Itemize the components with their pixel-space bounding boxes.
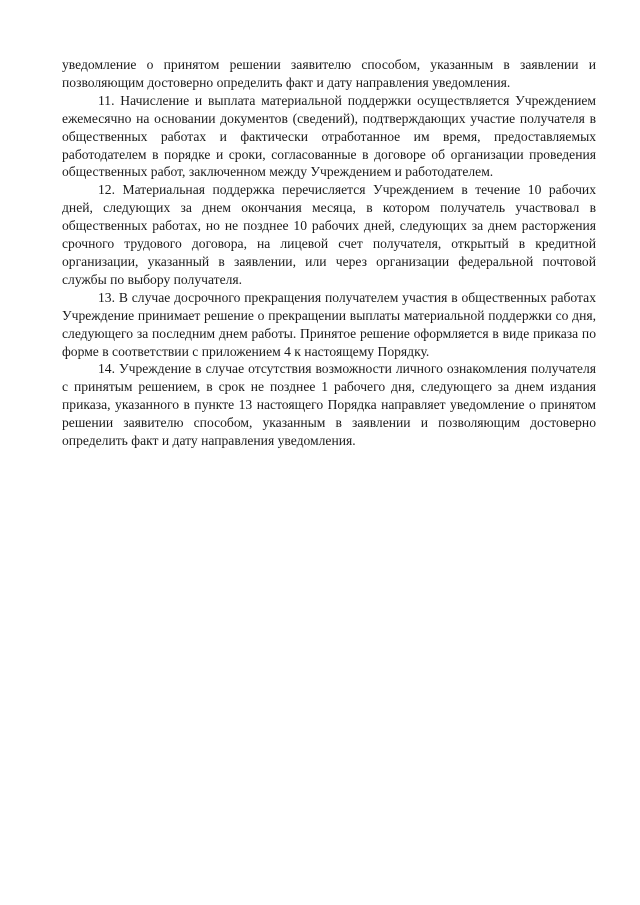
paragraph-item-12: 12. Материальная поддержка перечисляется Учреждением в течение 10 рабочих дней, следующих за днем окончания месяца, в котором получатель участвовал в общественных работах, но не позднее 10 рабочих дней, следующих за днем расторжения срочного трудового договора, на лицевой счет получателя, открытый в кредитной организации, указанный в заявлении, или через организации федеральной почтовой службы по выбору получателя. [62,182,596,287]
paragraph-item-13: 13. В случае досрочного прекращения получателем участия в общественных работах Учреждение принимает решение о прекращении выплаты материальной поддержки со дня, следующего за последним днем работы. Принятое решение оформляется в виде приказа по форме в соответствии с приложением 4 к настоящему Порядку. [62,289,596,359]
paragraph-item-14: 14. Учреждение в случае отсутствия возможности личного ознакомления получателя с принятым решением, в срок не позднее 1 рабочего дня, следующего за днем издания приказа, указанного в пункте 13 настоящего Порядка направляет уведомление о принятом решении заявителю способом, указанным в заявлении и позволяющим достоверно определить факт и дату направления уведомления. [62,361,596,449]
document-page [62,56,596,450]
paragraph-continuation: уведомление о принятом решении заявителю способом, указанным в заявлении и позволяющим достоверно определить факт и дату направления уведомления. [62,57,596,90]
paragraph-item-11: 11. Начисление и выплата материальной поддержки осуществляется Учреждением ежемесячно на основании документов (сведений), подтверждающих участие получателя в общественных работах и фактически отработанное им время, предоставляемых работодателем в порядке и сроки, согласованные в договоре об организации проведения общественных работ, заключенном между Учреждением и работодателем. [62,92,596,180]
